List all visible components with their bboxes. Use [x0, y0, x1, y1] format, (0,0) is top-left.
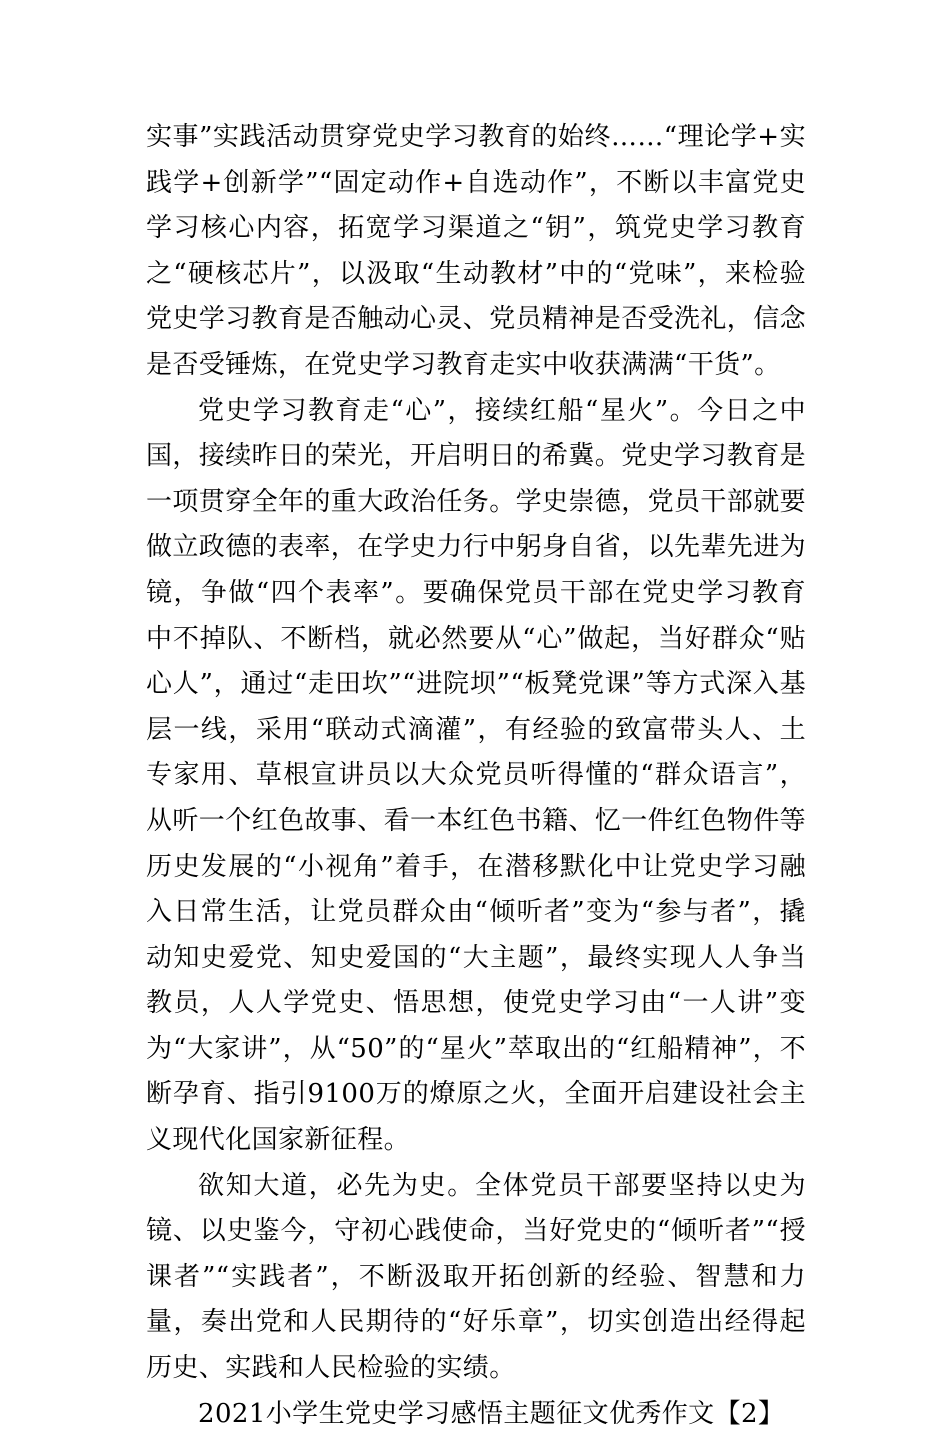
paragraph-1: 实事”实践活动贯穿党史学习教育的始终……“理论学+实践学+创新学”“固定动作+自选动作”，不断以丰富党史学习核心内容，拓宽学习渠道之“钥”，筑党史学习教育之“硬核芯片”，以汲取“生动教材”中的“党味”，来检验党史学习教育是否触动心灵、党员精神是否受洗礼，信念是否受锤炼，在党史学习教育走实中收获满满“干货”。 — [146, 122, 807, 380]
paragraph-2: 党史学习教育走“心”，接续红船“星火”。今日之中国，接续昨日的荣光，开启明日的希冀。党史学习教育是一项贯穿全年的重大政治任务。学史崇德，党员干部就要做立政德的表率，在学史力行中躬身自省，以先辈先进为镜，争做“四个表率”。要确保党员干部在党史学习教育中不掉队、不断档，就必然要从“心”做起，当好群众“贴心人”，通过“走田坎”“进院坝”“板凳党课”等方式深入基层一线，采用“联动式滴灌”，有经验的致富带头人、土专家用、草根宣讲员以大众党员听得懂的“群众语言”，从听一个红色故事、看一本红色书籍、忆一件红色物件等历史发展的“小视角”着手，在潜移默化中让党史学习融入日常生活，让党员群众由“倾听者”变为“参与者”，撬动知史爱党、知史爱国的“大主题”，最终实现人人争当教员，人人学党史、悟思想，使党史学习由“一人讲”变为“大家讲”，从“50”的“星火”萃取出的“红船精神”，不断孕育、指引9100万的燎原之火，全面开启建设社会主义现代化国家新征程。 — [146, 395, 807, 1156]
document-body — [146, 115, 806, 1437]
next-essay-heading: 2021小学生党史学习感悟主题征文优秀作文【2】 — [198, 1398, 785, 1429]
paragraph-3: 欲知大道，必先为史。全体党员干部要坚持以史为镜、以史鉴今，守初心践使命，当好党史的“倾听者”“授课者”“实践者”，不断汲取开拓创新的经验、智慧和力量，奏出党和人民期待的“好乐章”，切实创造出经得起历史、实践和人民检验的实绩。 — [146, 1170, 806, 1384]
